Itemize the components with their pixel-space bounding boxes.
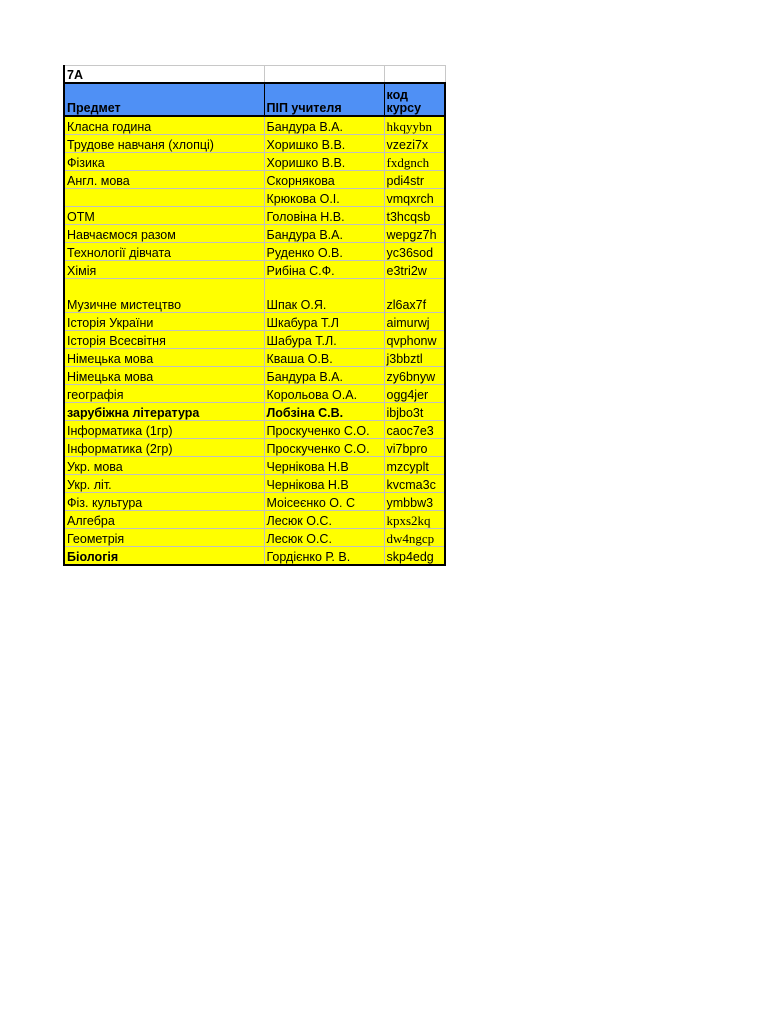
header-teacher[interactable]: ПІП учителя [264,83,384,116]
code-cell[interactable]: kpxs2kq [384,511,445,529]
table-row [64,529,445,547]
teacher-cell[interactable]: Шпак О.Я. [264,279,384,313]
table-row [64,421,445,439]
subject-cell[interactable]: Укр. мова [64,457,264,475]
subject-cell[interactable]: Навчаємося разом [64,225,264,243]
teacher-cell[interactable]: Корольова О.А. [264,385,384,403]
code-cell[interactable]: vi7bpro [384,439,445,457]
subject-cell[interactable]: Технології дівчата [64,243,264,261]
subject-cell[interactable]: Фіз. культура [64,493,264,511]
table-row [64,511,445,529]
code-cell[interactable]: aimurwj [384,313,445,331]
table-row [64,493,445,511]
class-label[interactable]: 7А [64,66,264,84]
subject-cell[interactable]: Англ. мова [64,171,264,189]
table-row [64,261,445,279]
subject-cell[interactable]: Історія Всесвітня [64,331,264,349]
table-row [64,331,445,349]
header-subject[interactable]: Предмет [64,83,264,116]
teacher-cell[interactable]: Кваша О.В. [264,349,384,367]
table-row [64,403,445,421]
code-cell[interactable]: caoc7e3 [384,421,445,439]
table-row [64,313,445,331]
table-row [64,225,445,243]
code-cell[interactable]: e3tri2w [384,261,445,279]
table-row [64,349,445,367]
teacher-cell[interactable]: Шабура Т.Л. [264,331,384,349]
subject-cell[interactable]: Класна година [64,116,264,135]
teacher-cell[interactable]: Головіна Н.В. [264,207,384,225]
code-cell[interactable]: mzcyplt [384,457,445,475]
title-row [64,66,445,84]
subject-cell[interactable] [64,189,264,207]
table-row [64,279,445,313]
code-cell[interactable]: zy6bnyw [384,367,445,385]
table-row [64,189,445,207]
teacher-cell[interactable]: Гордієнко Р. В. [264,547,384,566]
code-cell[interactable]: dw4ngcp [384,529,445,547]
teacher-cell[interactable]: Моісеєнко О. С [264,493,384,511]
teacher-cell[interactable]: Рибіна С.Ф. [264,261,384,279]
teacher-cell[interactable]: Шкабура Т.Л [264,313,384,331]
table-row [64,207,445,225]
table-row [64,243,445,261]
teacher-cell[interactable]: Скорнякова [264,171,384,189]
header-row [64,83,445,116]
teacher-cell[interactable]: Лесюк О.С. [264,511,384,529]
code-cell[interactable]: kvcma3c [384,475,445,493]
table-row [64,547,445,566]
code-cell[interactable]: fxdgnch [384,153,445,171]
subject-cell[interactable]: Біологія [64,547,264,566]
subject-cell[interactable]: зарубіжна література [64,403,264,421]
table-row [64,439,445,457]
code-cell[interactable]: ogg4jer [384,385,445,403]
teacher-cell[interactable]: Хоришко В.В. [264,153,384,171]
subject-cell[interactable]: ОТМ [64,207,264,225]
empty-cell[interactable] [264,66,384,84]
teacher-cell[interactable]: Лобзіна С.В. [264,403,384,421]
table-row [64,385,445,403]
subject-cell[interactable]: Історія України [64,313,264,331]
subject-cell[interactable]: Музичне мистецтво [64,279,264,313]
teacher-cell[interactable]: Хоришко В.В. [264,135,384,153]
table-row [64,135,445,153]
table-row [64,457,445,475]
table-row [64,116,445,135]
teacher-cell[interactable]: Чернікова Н.В [264,457,384,475]
code-cell[interactable]: hkqyybn [384,116,445,135]
code-cell[interactable]: wepgz7h [384,225,445,243]
code-cell[interactable]: ymbbw3 [384,493,445,511]
code-cell[interactable]: ibjbo3t [384,403,445,421]
code-cell[interactable]: qvphonw [384,331,445,349]
subject-cell[interactable]: Німецька мова [64,367,264,385]
subject-cell[interactable]: Укр. літ. [64,475,264,493]
subject-cell[interactable]: Інформатика (1гр) [64,421,264,439]
subject-cell[interactable]: Геометрія [64,529,264,547]
teacher-cell[interactable]: Проскученко С.О. [264,421,384,439]
subject-cell[interactable]: Алгебра [64,511,264,529]
table-row [64,367,445,385]
table-row [64,475,445,493]
empty-cell[interactable] [384,66,445,84]
subject-cell[interactable]: Інформатика (2гр) [64,439,264,457]
code-cell[interactable]: pdi4str [384,171,445,189]
teacher-cell[interactable]: Проскученко С.О. [264,439,384,457]
subject-cell[interactable]: Німецька мова [64,349,264,367]
code-cell[interactable]: skp4edg [384,547,445,566]
subject-cell[interactable]: географія [64,385,264,403]
code-cell[interactable]: t3hcqsb [384,207,445,225]
teacher-cell[interactable]: Бандура В.А. [264,225,384,243]
code-cell[interactable]: vmqxrch [384,189,445,207]
table-row [64,153,445,171]
code-cell[interactable]: vzezi7x [384,135,445,153]
code-cell[interactable]: j3bbztl [384,349,445,367]
header-course-code[interactable]: код курсу [384,83,445,116]
teacher-cell[interactable]: Крюкова О.І. [264,189,384,207]
teacher-cell[interactable]: Лесюк О.С. [264,529,384,547]
subject-cell[interactable]: Трудове навчаня (хлопці) [64,135,264,153]
course-code-table [63,65,446,566]
teacher-cell[interactable]: Чернікова Н.В [264,475,384,493]
subject-cell[interactable]: Фізика [64,153,264,171]
table-row [64,171,445,189]
teacher-cell[interactable]: Бандура В.А. [264,367,384,385]
teacher-cell[interactable]: Бандура В.А. [264,116,384,135]
code-cell[interactable]: yc36sod [384,243,445,261]
code-cell[interactable]: zl6ax7f [384,279,445,313]
teacher-cell[interactable]: Руденко О.В. [264,243,384,261]
subject-cell[interactable]: Хімія [64,261,264,279]
